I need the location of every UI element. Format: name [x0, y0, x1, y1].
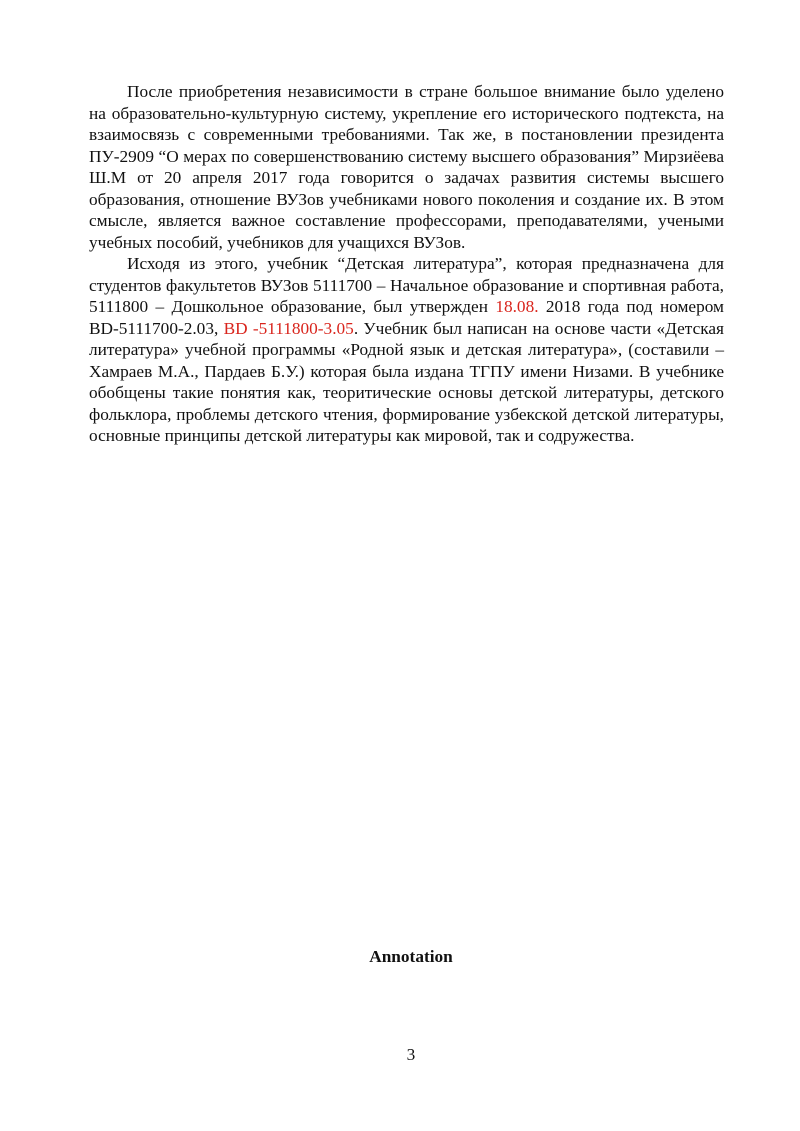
page-number: 3 — [406, 1045, 416, 1064]
paragraph-independence: После приобретения независимости в стране большое внимание было уделено на образовательно-культурную систему, укрепление его исторического подтекста, на взаимосвязь с современными требованиями. Так же, в постановлении президента ПУ-2909 “О мерах по совершенствованию систему высшего образования” Мирзиёева Ш.М от 20 апреля 2017 года говорится о задачах развития системы высшего образования, отношение ВУЗов учебниками нового поколения и создание их. В этом смысле, является важное составление профессорами, преподавателями, учеными учебных пособий, учебников для учащихся ВУЗов. — [89, 82, 724, 252]
paragraph-textbook — [89, 253, 724, 447]
paragraph-textbook-part1: Исходя из этого, учебник “Детская литература”, которая предназначена для студентов факультетов ВУЗов 5111700 – Начальное образование и спортивная работа, 5111800 – Дошкольное образование, был утвержден — [89, 254, 724, 316]
body-text — [89, 81, 724, 447]
registration-code-highlight: BD -5111800-3.05 — [223, 318, 354, 338]
approval-date-highlight: 18.08. — [495, 297, 539, 316]
paragraph-textbook-part3: . Учебник был написан на основе части «Детская литература» учебной программы «Родной язык и детская литература», (составили – Хамраев М.А., Пардаев Б.У.) которая была издана ТГПУ имени Низами. В учебнике обобщены такие понятия как, теоритические основы детской литературы, детского фольклора, проблемы детского чтения, формирование узбекской детской литературы, основные принципы детской литературы как мировой, так и содружества. — [89, 318, 724, 445]
annotation-heading: Annotation — [369, 947, 453, 966]
paragraph-textbook-part2: 2018 года под номером BD-5111700-2.03, — [89, 297, 724, 338]
